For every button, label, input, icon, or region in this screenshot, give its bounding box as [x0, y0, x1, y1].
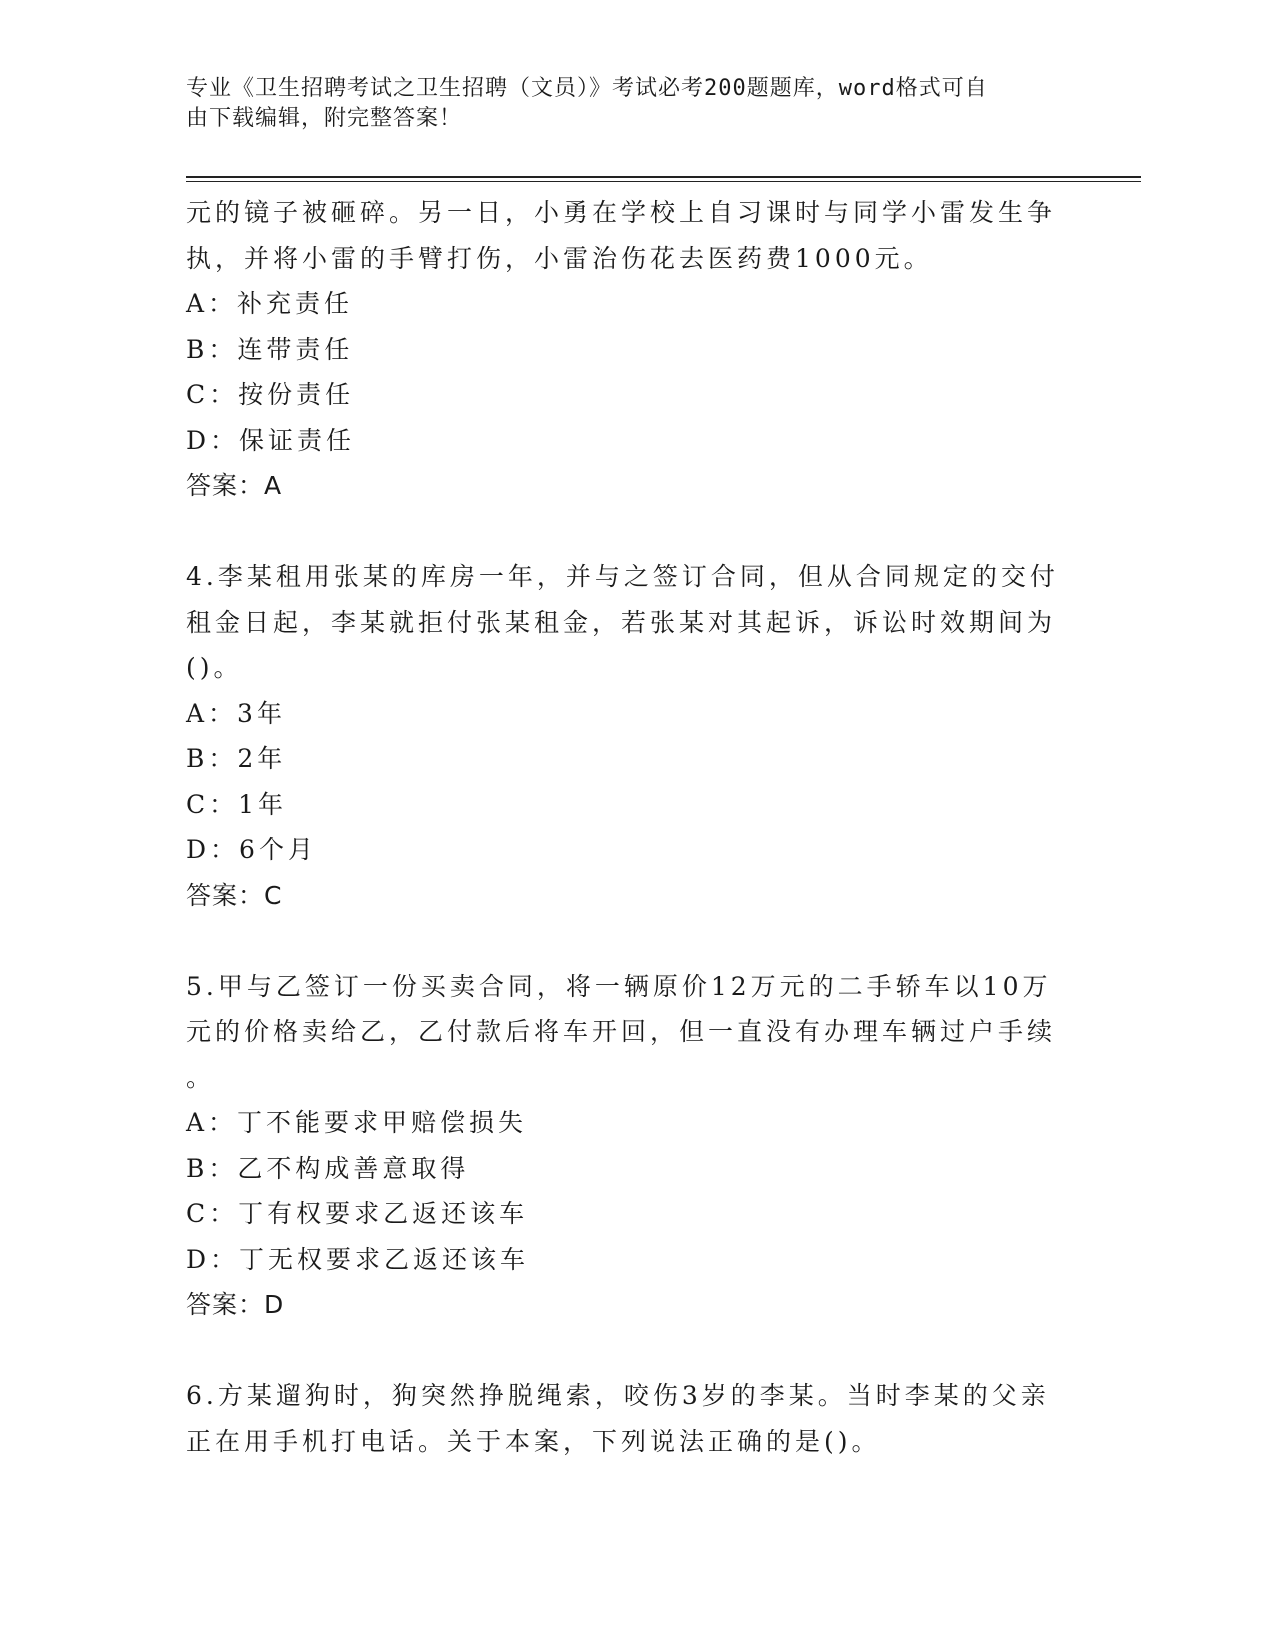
answer-label: 答案：C [186, 880, 283, 910]
option-d: D：保证责任 [186, 425, 356, 455]
option-a: A：丁不能要求甲赔偿损失 [186, 1108, 528, 1137]
option-c: C：按份责任 [186, 380, 355, 409]
header-line-1: 专业《卫生招聘考试之卫生招聘（文员）》考试必考200题题库，word格式可自 [186, 76, 988, 101]
question-text-line: 4.李某租用张某的库房一年，并与之签订合同，但从合同规定的交付 [186, 562, 1059, 591]
option-b: B：乙不构成善意取得 [186, 1153, 470, 1183]
question-5 [186, 964, 1066, 1328]
question-content [186, 190, 1066, 1464]
question-text-line: 元的镜子被砸碎。另一日，小勇在学校上自习课时与同学小雷发生争 [186, 198, 1057, 227]
question-text-line: 租金日起，李某就拒付张某租金，若张某对其起诉，诉讼时效期间为 [186, 607, 1057, 637]
option-b: B：2年 [186, 744, 287, 773]
question-6 [186, 1373, 1066, 1464]
answer-label: 答案：A [186, 471, 283, 500]
spacer [186, 918, 1066, 964]
spacer [186, 1328, 1066, 1374]
question-4 [186, 554, 1066, 918]
question-text-line: 5.甲与乙签订一份买卖合同，将一辆原价12万元的二手轿车以10万 [186, 971, 1052, 1001]
header-divider-thin [186, 181, 1141, 182]
option-c: C：丁有权要求乙返还该车 [186, 1199, 529, 1228]
document-header [186, 74, 1066, 134]
answer-label: 答案：D [186, 1290, 285, 1319]
option-c: C：1年 [186, 789, 288, 819]
option-d: D：丁无权要求乙返还该车 [186, 1244, 530, 1274]
question-text-line: 。 [186, 1062, 216, 1092]
spacer [186, 509, 1066, 555]
option-a: A：3年 [186, 698, 286, 728]
option-d: D：6个月 [186, 835, 317, 864]
question-text-line: 执，并将小雷的手臂打伤，小雷治伤花去医药费1000元。 [186, 243, 933, 273]
question-3-tail [186, 190, 1066, 509]
option-a: A：补充责任 [186, 289, 354, 318]
question-text-line: 元的价格卖给乙，乙付款后将车开回，但一直没有办理车辆过户手续 [186, 1017, 1057, 1046]
question-text-line: ()。 [186, 653, 243, 682]
header-line-2: 由下载编辑，附完整答案！ [186, 106, 463, 131]
header-divider [186, 176, 1141, 178]
question-text-line: 6.方某遛狗时，狗突然挣脱绳索，咬伤3岁的李某。当时李某的父亲 [186, 1381, 1050, 1410]
option-b: B：连带责任 [186, 334, 354, 364]
question-text-line: 正在用手机打电话。关于本案，下列说法正确的是()。 [186, 1426, 881, 1456]
